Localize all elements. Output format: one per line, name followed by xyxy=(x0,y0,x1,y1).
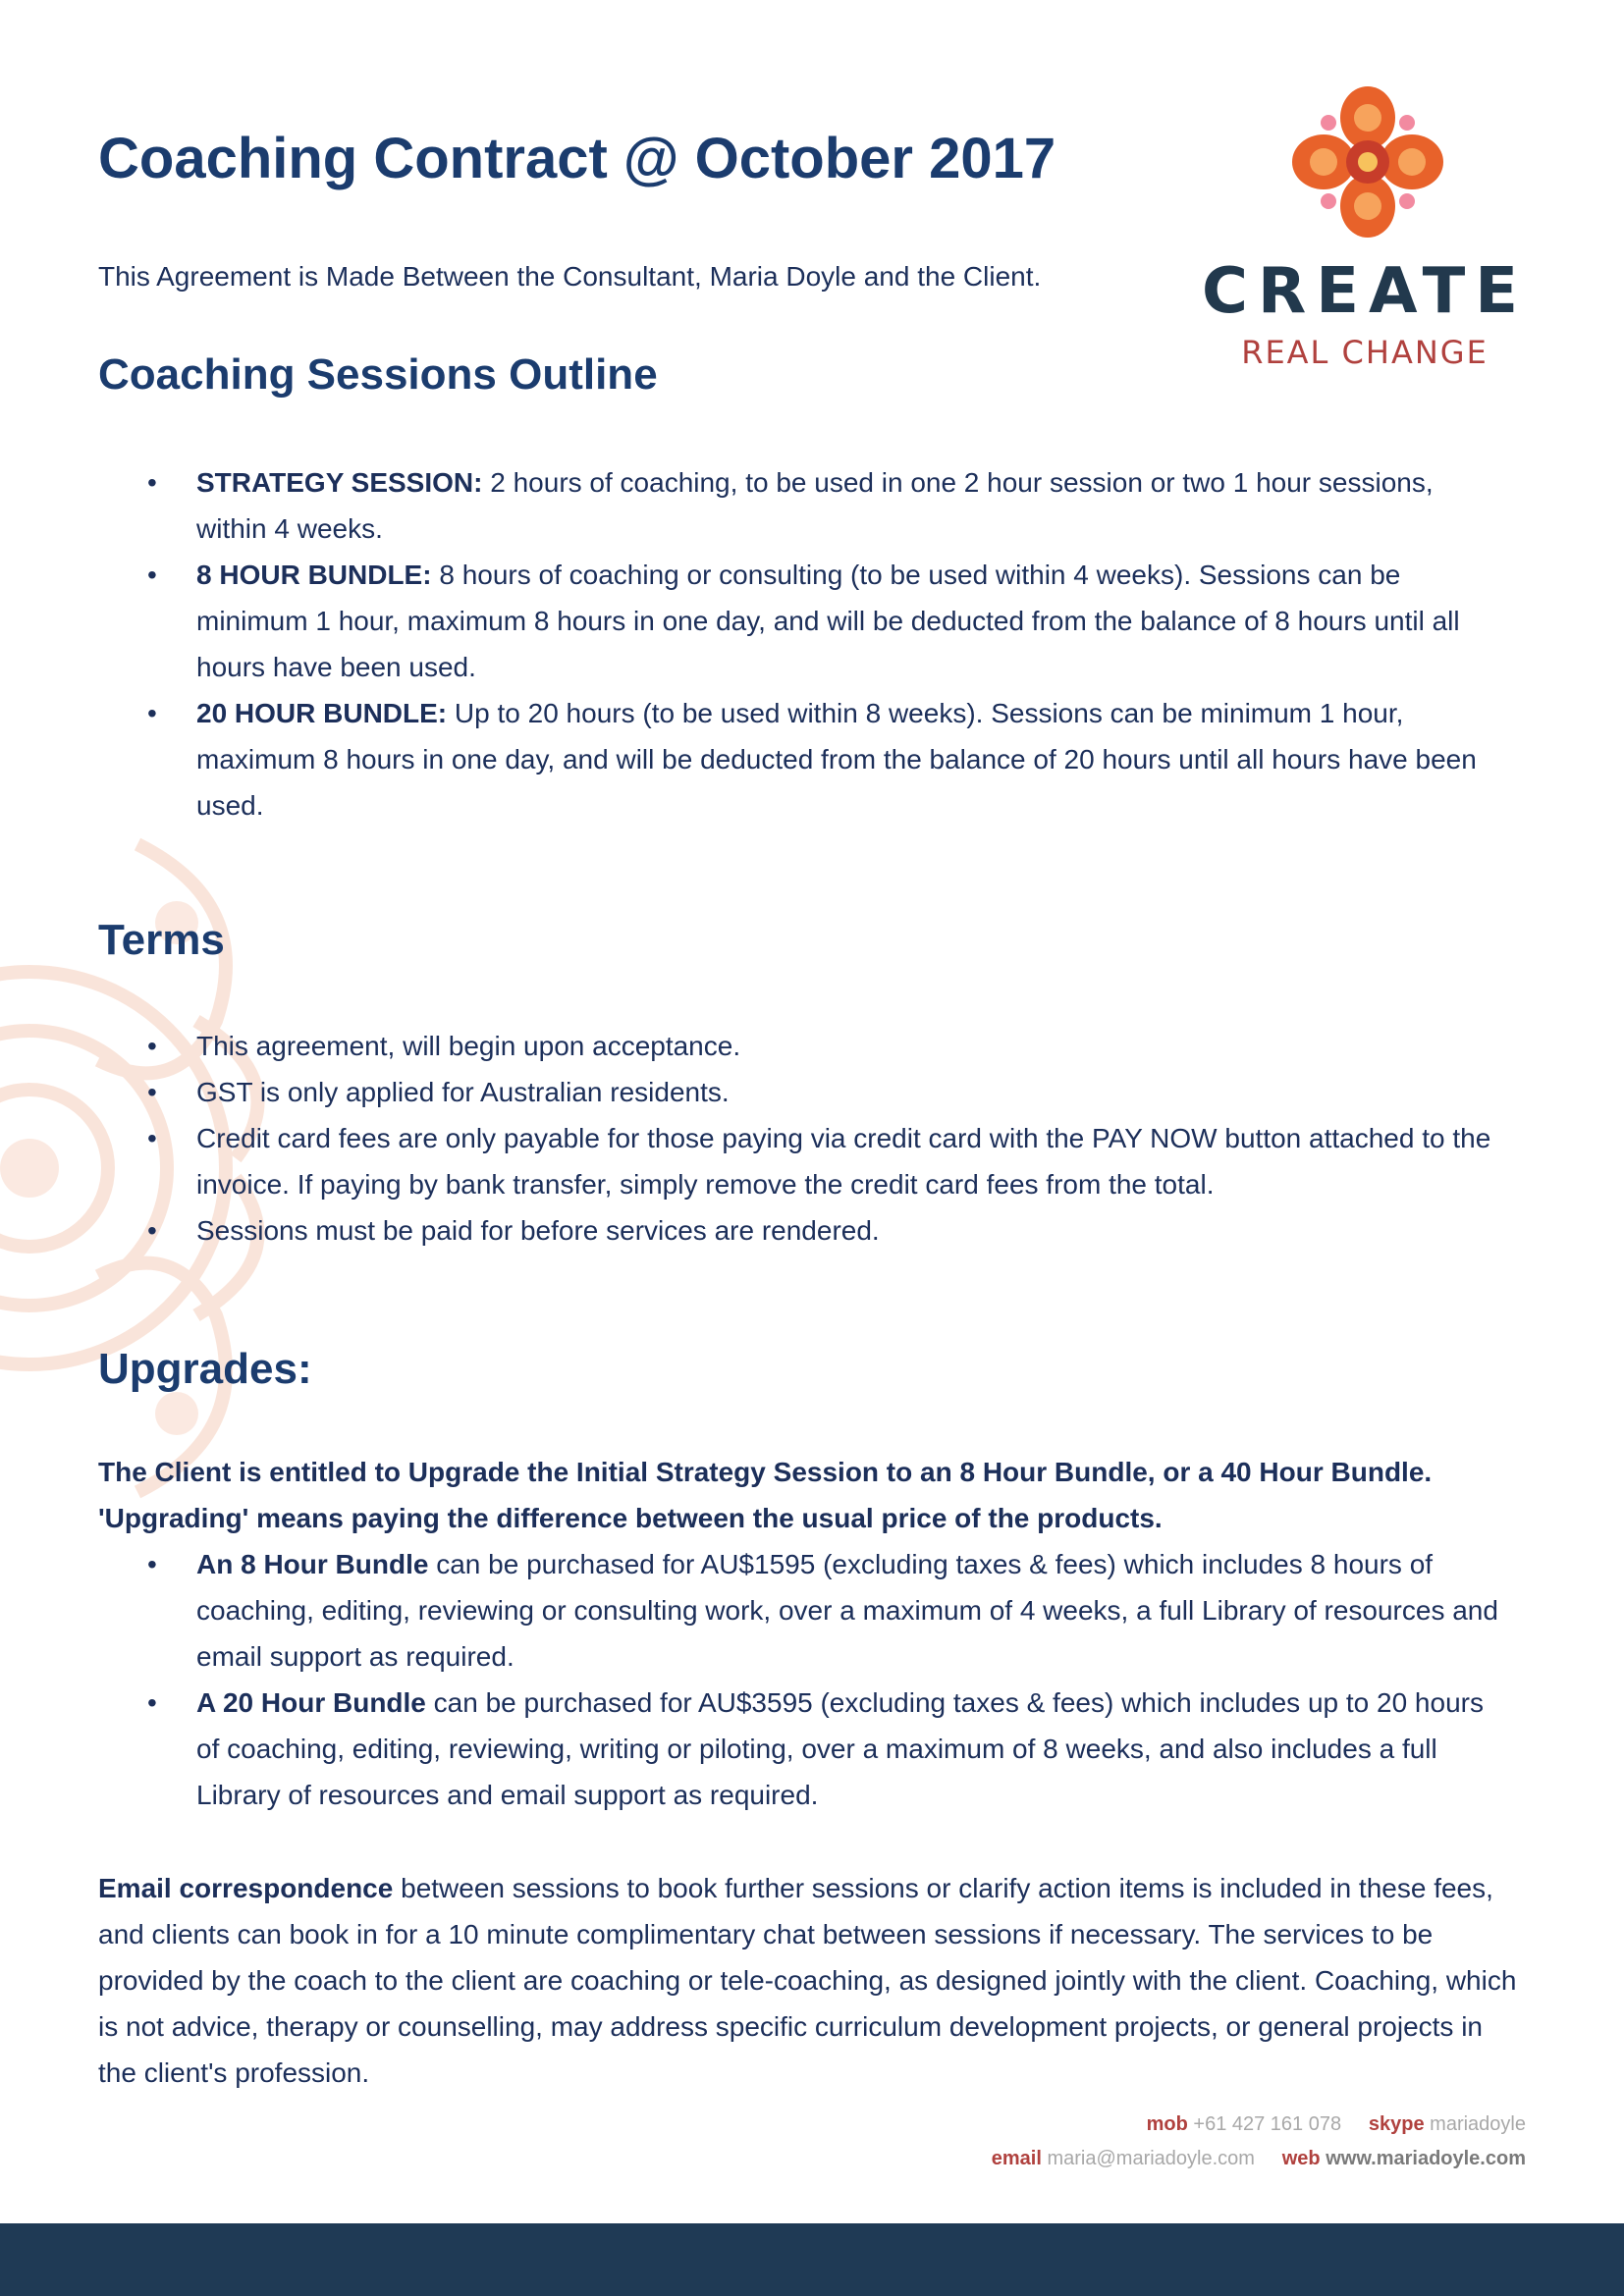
terms-heading: Terms xyxy=(98,916,225,964)
contact-line-1 xyxy=(1147,2113,1526,2136)
item-label: 20 HOUR BUNDLE: xyxy=(196,698,448,728)
item-text: can be purchased for AU$3595 (excluding taxes & fees) which includes up to 20 hours of coaching, editing, reviewing, writing or piloting, over a maximum of 8 weeks, and also includes a full Library of resources and email support as required. xyxy=(196,1687,1484,1810)
sessions-list xyxy=(98,459,1502,828)
web-label: web xyxy=(1281,2148,1321,2169)
logo-tagline: REAL CHANGE xyxy=(1241,334,1489,371)
create-real-change-logo xyxy=(1183,83,1546,378)
list-item: • Sessions must be paid for before services are rendered. xyxy=(98,1207,1502,1254)
item-text: can be purchased for AU$1595 (excluding taxes & fees) which includes 8 hours of coaching, editing, reviewing or consulting work, over a maximum of 4 weeks, a full Library of resources and email support as required. xyxy=(196,1549,1498,1672)
logo-word: CREATE xyxy=(1202,255,1528,328)
item-label: 8 HOUR BUNDLE: xyxy=(196,560,432,590)
mandala-logo-icon xyxy=(1289,83,1446,240)
footer-bar xyxy=(0,2223,1624,2296)
list-item xyxy=(98,1680,1502,1818)
list-item xyxy=(98,552,1502,690)
mob-label: mob xyxy=(1146,2113,1188,2135)
item-text: 2 hours of coaching, to be used in one 2 hour session or two 1 hour sessions, within 4 weeks. xyxy=(196,467,1434,544)
sessions-heading: Coaching Sessions Outline xyxy=(98,350,658,399)
list-item xyxy=(98,1541,1502,1680)
email-correspondence-paragraph xyxy=(98,1865,1522,2096)
item-label: A 20 Hour Bundle xyxy=(196,1687,426,1718)
upgrades-heading: Upgrades: xyxy=(98,1345,312,1393)
contact-line-2 xyxy=(992,2148,1526,2170)
list-item xyxy=(98,459,1502,552)
email-correspondence-label: Email correspondence xyxy=(98,1873,394,1903)
email-label: email xyxy=(991,2148,1042,2169)
intro-text: This Agreement is Made Between the Consultant, Maria Doyle and the Client. xyxy=(98,261,1042,292)
upgrades-list xyxy=(98,1541,1502,1818)
web-link[interactable]: www.mariadoyle.com xyxy=(1326,2148,1526,2169)
upgrades-lead: The Client is entitled to Upgrade the Initial Strategy Session to an 8 Hour Bundle, or a 40 Hour Bundle. 'Upgrading' means paying the difference between the usual price of the products. xyxy=(98,1457,1433,1533)
list-item: • GST is only applied for Australian residents. xyxy=(98,1069,1502,1115)
document-title: Coaching Contract @ October 2017 xyxy=(98,127,1056,190)
list-item: • Credit card fees are only payable for those paying via credit card with the PAY NOW button attached to the invoice. If paying by bank transfer, simply remove the credit card fees from the total. xyxy=(98,1115,1502,1207)
item-label: STRATEGY SESSION: xyxy=(196,467,483,498)
email-link[interactable]: maria@mariadoyle.com xyxy=(1047,2148,1255,2169)
skype-label: skype xyxy=(1368,2113,1425,2135)
list-item xyxy=(98,690,1502,828)
terms-list xyxy=(98,1023,1502,1254)
list-item: • This agreement, will begin upon acceptance. xyxy=(98,1023,1502,1069)
skype-value: mariadoyle xyxy=(1430,2113,1526,2135)
email-correspondence-text: between sessions to book further sessions or clarify action items is included in these fees, and clients can book in for a 10 minute complimentary chat between sessions if necessary. The services to be provided by the coach to the client are coaching or tele-coaching, as designed jointly with the client. Coaching, which is not advice, therapy or counselling, may address specific curriculum development projects, or general projects in the client's profession. xyxy=(98,1873,1517,2088)
item-text: Up to 20 hours (to be used within 8 weeks). Sessions can be minimum 1 hour, maximum 8 hours in one day, and will be deducted from the balance of 20 hours until all hours have been used. xyxy=(196,698,1477,821)
mob-value: +61 427 161 078 xyxy=(1193,2113,1342,2135)
item-label: An 8 Hour Bundle xyxy=(196,1549,429,1579)
item-text: 8 hours of coaching or consulting (to be used within 4 weeks). Sessions can be minimum 1 hour, maximum 8 hours in one day, and will be deducted from the balance of 8 hours until all hours have been used. xyxy=(196,560,1460,682)
